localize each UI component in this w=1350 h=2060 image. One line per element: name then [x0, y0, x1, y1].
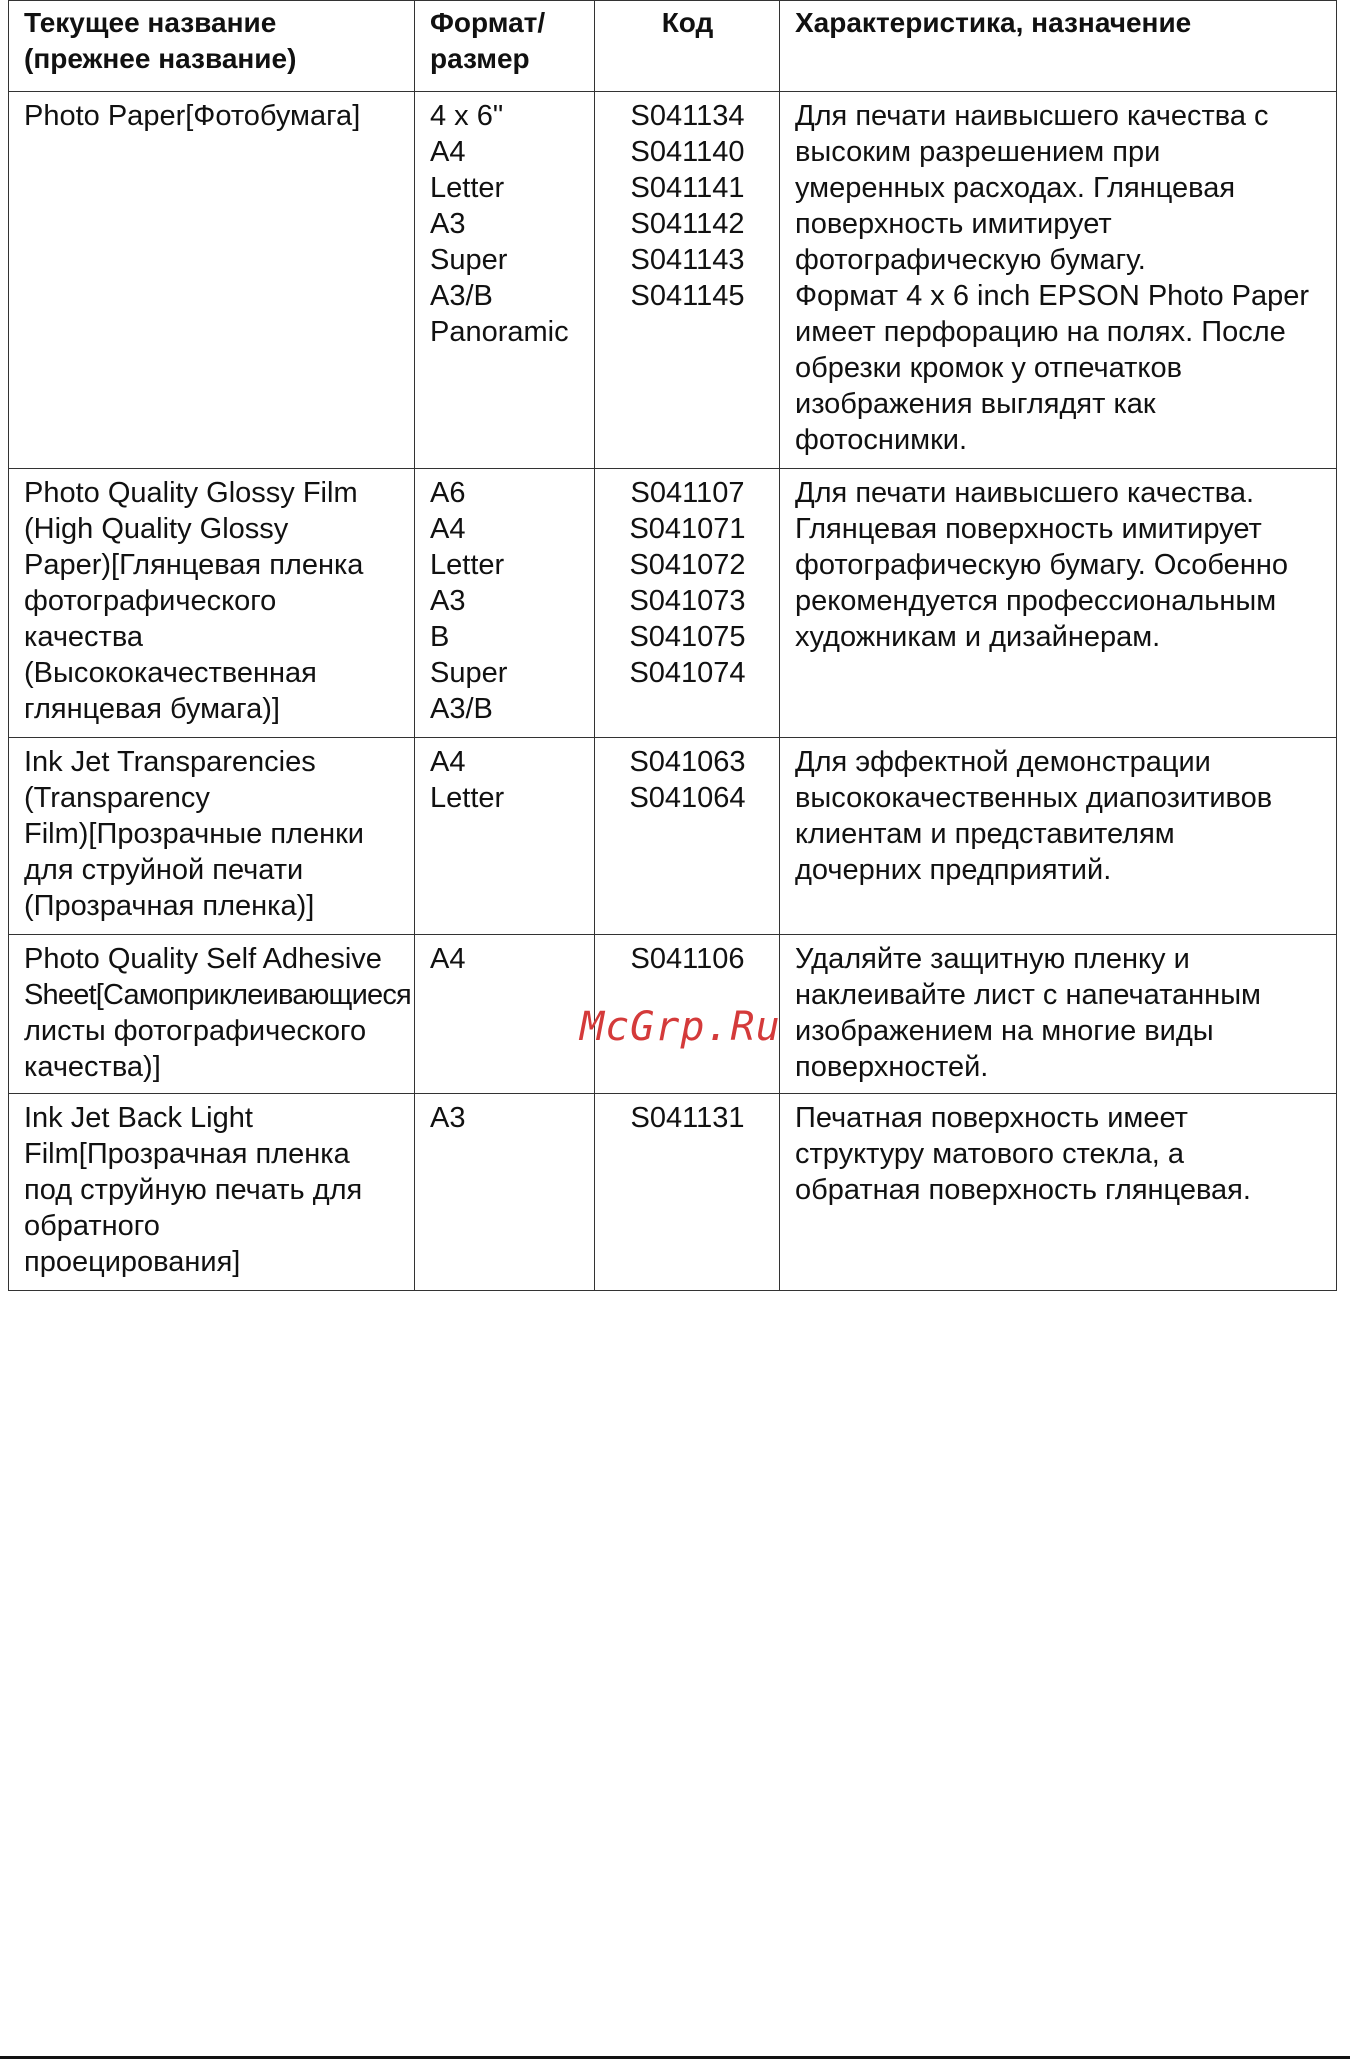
- cell-code: S041131: [595, 1094, 780, 1291]
- cell-format: A4 Letter: [415, 738, 595, 935]
- paper-media-table: [8, 0, 1337, 1291]
- cell-code: S041063 S041064: [595, 738, 780, 935]
- header-code: Код: [595, 1, 780, 92]
- header-format: Формат/ размер: [415, 1, 595, 92]
- cell-format: 4 x 6" A4 Letter A3 Super A3/B Panoramic: [415, 92, 595, 469]
- cell-format: A3: [415, 1094, 595, 1291]
- table-row: [9, 1094, 1337, 1291]
- cell-description: Для печати наивысшего качества. Глянцевая поверхность имитирует фотографическую бумагу. Особенно рекомендуется профессиональным художникам и дизайнерам.: [780, 469, 1337, 738]
- cell-description: Печатная поверхность имеет структуру матового стекла, а обратная поверхность глянцевая.: [780, 1094, 1337, 1291]
- table-row: [9, 738, 1337, 935]
- table-row: [9, 92, 1337, 469]
- cell-name: Ink Jet Transparencies (Transparency Film)[Прозрачные пленки для струйной печати (Прозрачная пленка)]: [9, 738, 415, 935]
- table-header-row: [9, 1, 1337, 92]
- cell-name: Ink Jet Back Light Film[Прозрачная пленка под струйную печать для обратного проецирования]: [9, 1094, 415, 1291]
- header-description: Характеристика, назначение: [780, 1, 1337, 92]
- table-row: [9, 469, 1337, 738]
- page-bottom-rule: [0, 2056, 1350, 2059]
- cell-format: A6 A4 Letter A3 B Super A3/B: [415, 469, 595, 738]
- cell-name: Photo Paper[Фотобумага]: [9, 92, 415, 469]
- cell-code: S041106: [595, 935, 780, 1094]
- cell-code: S041107 S041071 S041072 S041073 S041075 S041074: [595, 469, 780, 738]
- watermark: McGrp.Ru: [580, 1004, 781, 1050]
- cell-description: Удаляйте защитную пленку и наклеивайте лист с напечатанным изображением на многие виды поверхностей.: [780, 935, 1337, 1094]
- cell-name: Photo Quality Glossy Film (High Quality Glossy Paper)[Глянцевая пленка фотографического качества (Высококачественная глянцевая бумага)]: [9, 469, 415, 738]
- cell-name: Photo Quality Self Adhesive Sheet[Самоприклеивающиеся листы фотографического качества)]: [9, 935, 415, 1094]
- cell-description: Для эффектной демонстрации высококачественных диапозитивов клиентам и представителям дочерних предприятий.: [780, 738, 1337, 935]
- cell-code: S041134 S041140 S041141 S041142 S041143 S041145: [595, 92, 780, 469]
- cell-format: A4: [415, 935, 595, 1094]
- cell-description: Для печати наивысшего качества с высоким разрешением при умеренных расходах. Глянцевая поверхность имитирует фотографическую бумагу. Формат 4 x 6 inch EPSON Photo Paper имеет перфорацию на полях. После обрезки кромок у отпечатков изображения выглядят как фотоснимки.: [780, 92, 1337, 469]
- header-name: Текущее название (прежнее название): [9, 1, 415, 92]
